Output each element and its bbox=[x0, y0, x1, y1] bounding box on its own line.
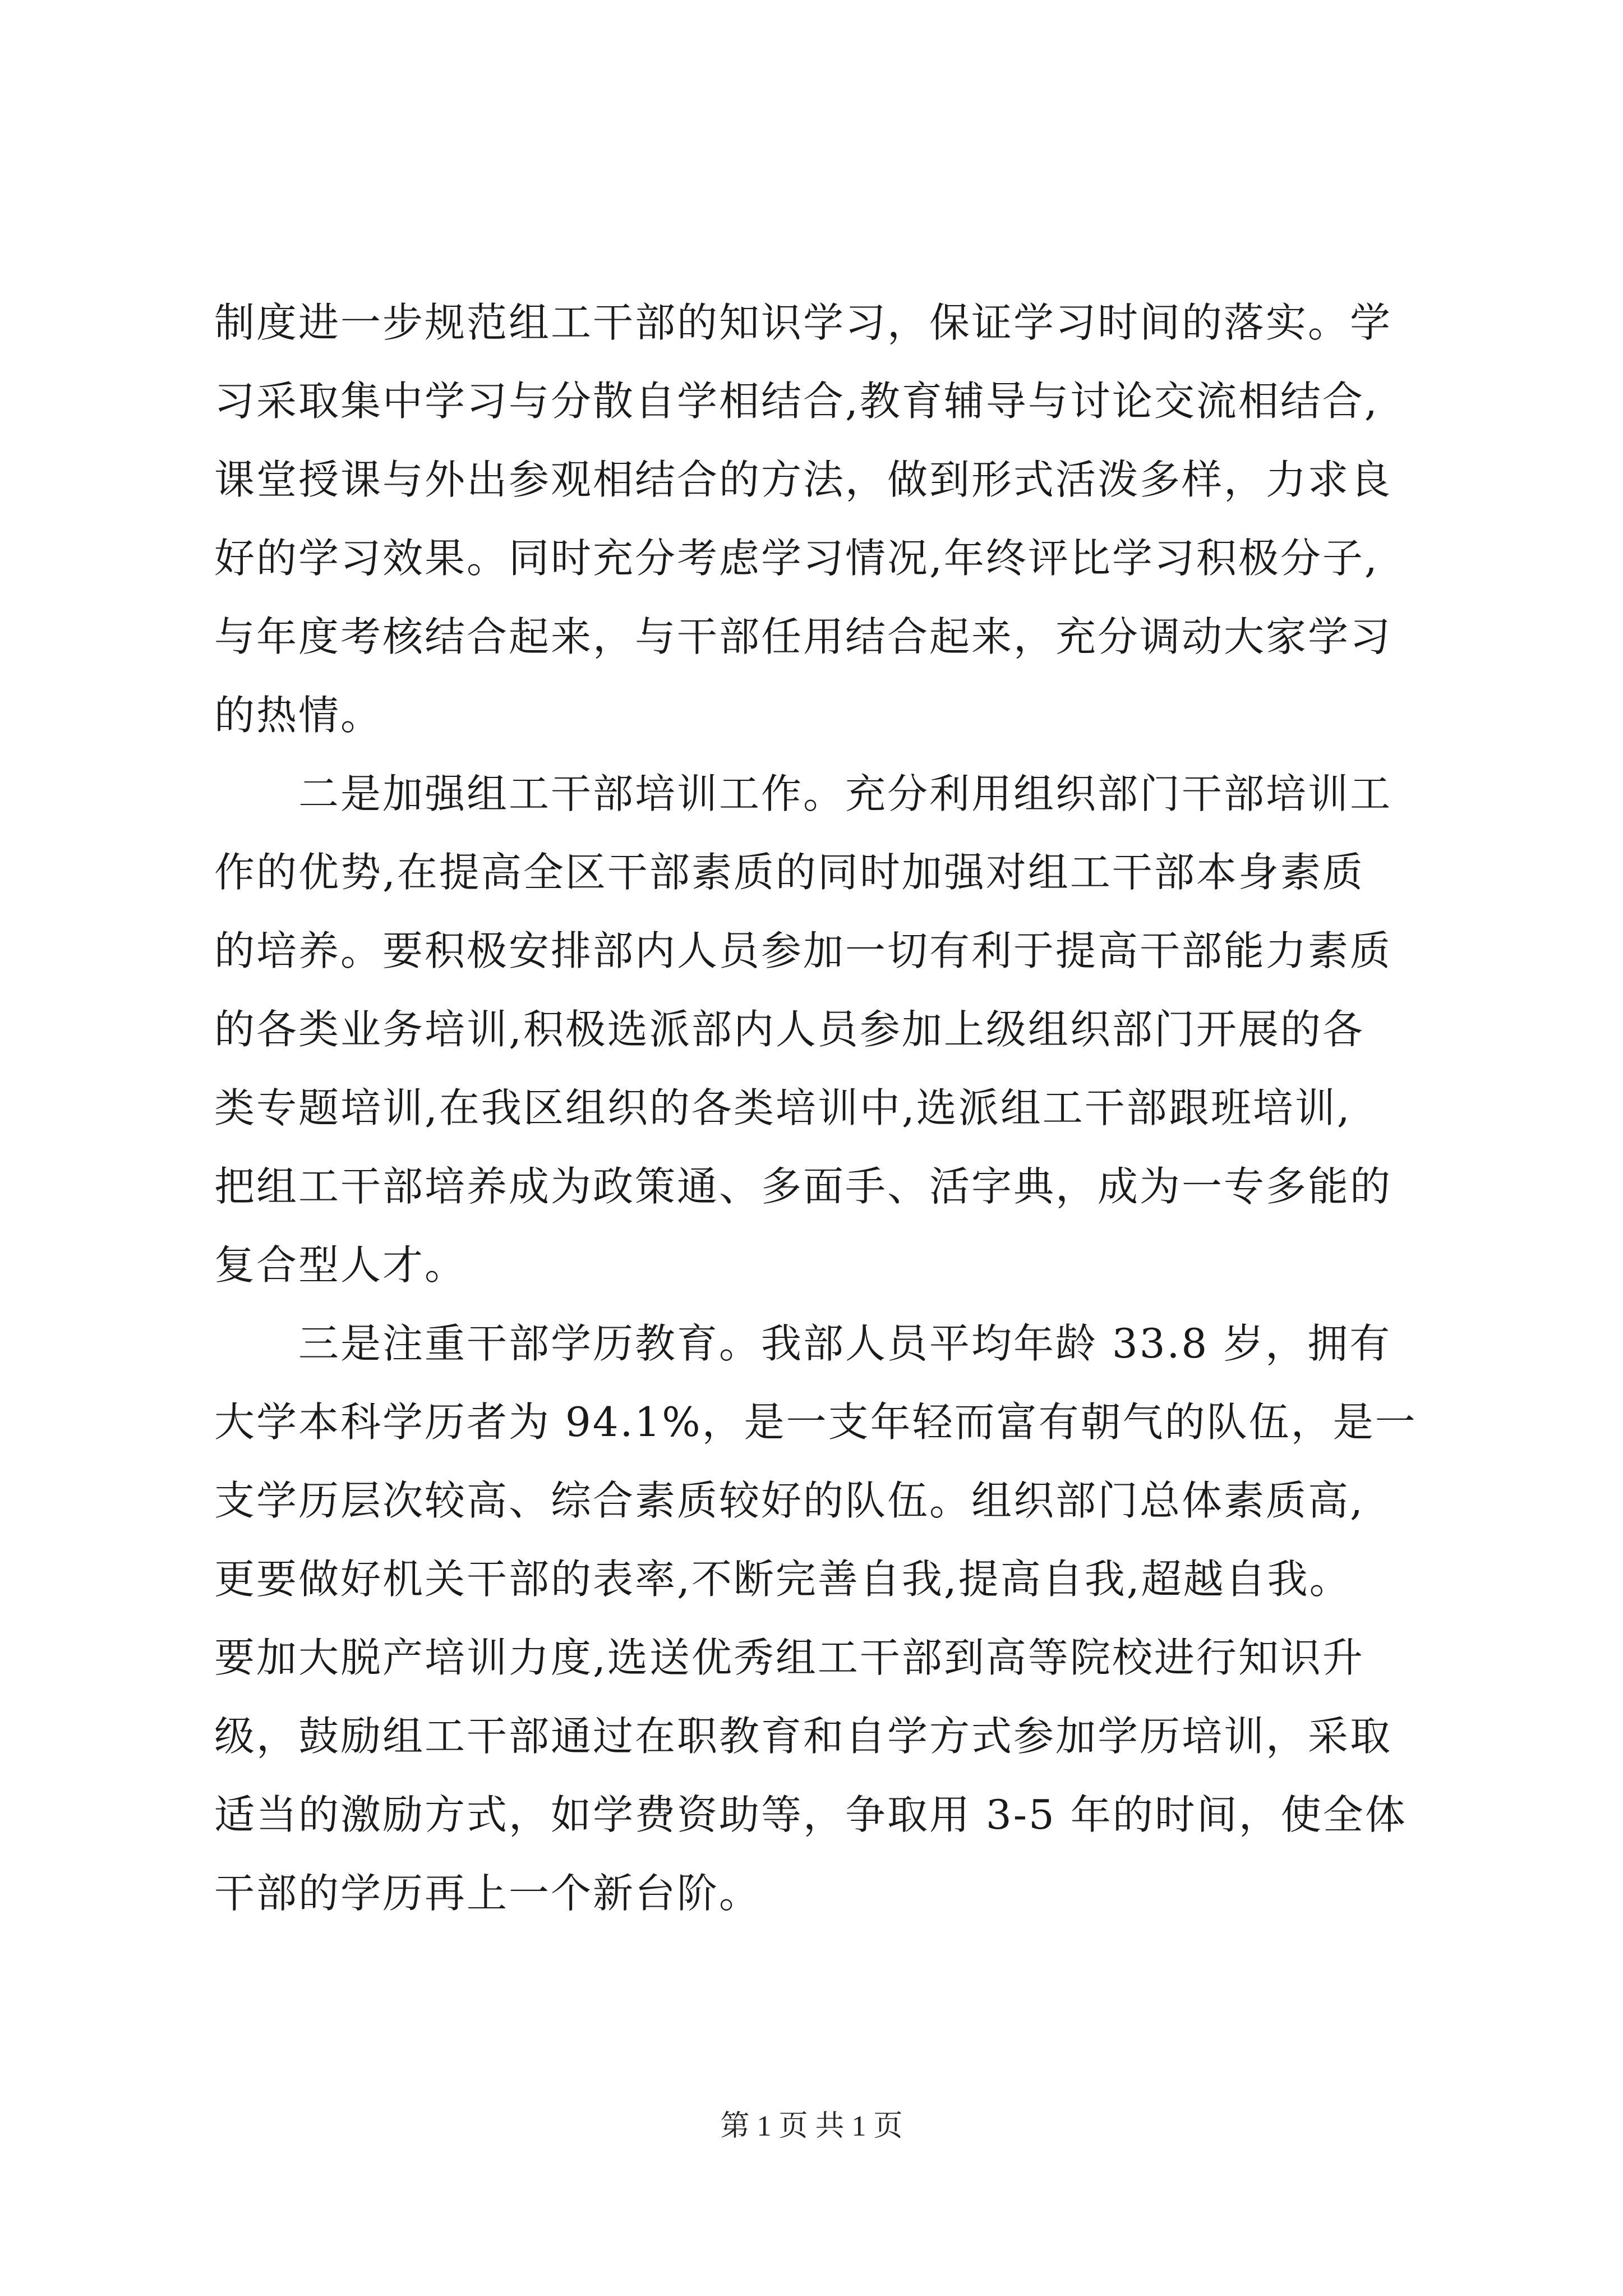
text-line: 支学历层次较高、综合素质较好的队伍。组织部门总体素质高, bbox=[214, 1477, 1364, 1524]
text-line: 类专题培训,在我区组织的各类培训中,选派组工干部跟班培训, bbox=[214, 1084, 1352, 1131]
text-line: 把组工干部培养成为政策通、多面手、活字典，成为一专多能的 bbox=[214, 1163, 1393, 1210]
text-line: 好的学习效果。同时充分考虑学习情况,年终评比学习积极分子, bbox=[214, 535, 1379, 582]
text-line: 三是注重干部学历教育。我部人员平均年龄 33.8 岁，拥有 bbox=[214, 1320, 1392, 1367]
text-line: 制度进一步规范组工干部的知识学习，保证学习时间的落实。学 bbox=[214, 299, 1393, 346]
text-line: 复合型人才。 bbox=[214, 1241, 467, 1289]
text-line: 干部的学历再上一个新台阶。 bbox=[214, 1870, 762, 1917]
text-line: 更要做好机关干部的表率,不断完善自我,提高自我,超越自我。 bbox=[214, 1556, 1352, 1603]
text-line: 课堂授课与外出参观相结合的方法，做到形式活泼多样，力求良 bbox=[214, 456, 1393, 503]
text-line: 习采取集中学习与分散自学相结合,教育辅导与讨论交流相结合, bbox=[214, 378, 1379, 425]
text-line: 的培养。要积极安排部内人员参加一切有利于提高干部能力素质 bbox=[214, 927, 1393, 974]
text-line: 作的优势,在提高全区干部素质的同时加强对组工干部本身素质 bbox=[214, 849, 1364, 896]
text-line: 的热情。 bbox=[214, 692, 383, 739]
text-line: 与年度考核结合起来，与干部任用结合起来，充分调动大家学习 bbox=[214, 613, 1393, 660]
text-line: 要加大脱产培训力度,选送优秀组工干部到高等院校进行知识升 bbox=[214, 1634, 1364, 1681]
text-line: 大学本科学历者为 94.1%，是一支年轻而富有朝气的队伍，是一 bbox=[214, 1398, 1417, 1446]
text-line: 的各类业务培训,积极选派部内人员参加上级组织部门开展的各 bbox=[214, 1006, 1364, 1053]
text-line: 级，鼓励组工干部通过在职教育和自学方式参加学历培训，采取 bbox=[214, 1713, 1393, 1760]
text-line: 二是加强组工干部培训工作。充分利用组织部门干部培训工 bbox=[214, 770, 1393, 817]
document-body bbox=[214, 283, 1470, 1932]
page-number-footer: 第 1 页 共 1 页 bbox=[720, 2110, 903, 2142]
text-line: 适当的激励方式，如学费资助等，争取用 3-5 年的时间，使全体 bbox=[214, 1791, 1407, 1838]
